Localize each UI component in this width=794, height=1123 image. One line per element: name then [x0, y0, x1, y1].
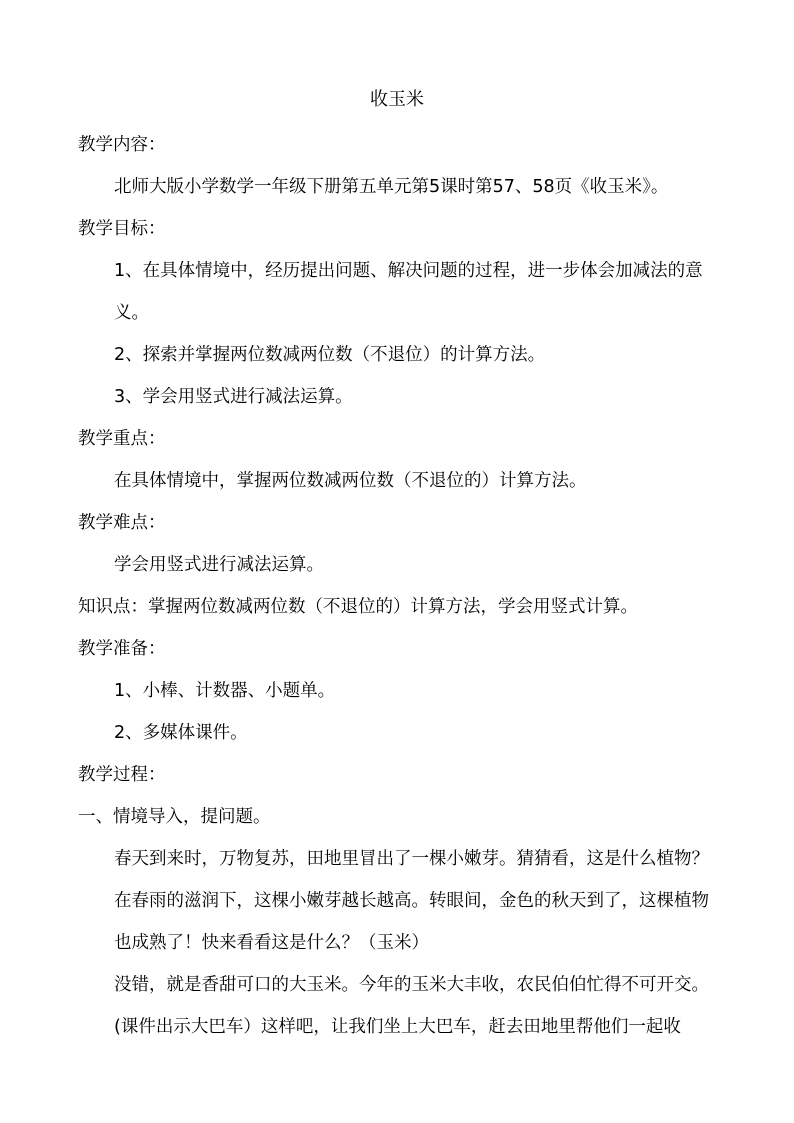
goals-heading: 教学目标：: [78, 219, 166, 239]
difficulty-text: 学会用竖式进行减法运算。: [114, 555, 324, 575]
process-heading: 教学过程：: [78, 765, 166, 785]
document-body: [78, 124, 726, 1048]
goal-item-3: 3、学会用竖式进行减法运算。: [114, 387, 353, 407]
key-points-text: 在具体情境中，掌握两位数减两位数（不退位的）计算方法。: [114, 471, 587, 491]
document-title: 收玉米: [370, 89, 424, 110]
content-heading: 教学内容：: [78, 135, 166, 155]
preparation-item-2: 2、多媒体课件。: [114, 723, 248, 743]
goal-item-1: 1、在具体情境中，经历提出问题、解决问题的过程，进一步体会加减法的意义。: [114, 261, 703, 323]
knowledge-point: 知识点：掌握两位数减两位数（不退位的）计算方法，学会用竖式计算。: [78, 597, 638, 617]
content-text: 北师大版小学数学一年级下册第五单元第5课时第57、58页《收玉米》。: [114, 177, 669, 197]
difficulty-heading: 教学难点：: [78, 513, 166, 533]
preparation-item-1: 1、小棒、计数器、小题单。: [114, 681, 336, 701]
step-1-paragraph-1: 春天到来时，万物复苏，田地里冒出了一棵小嫩芽。猜猜看，这是什么植物？在春雨的滋润下，这棵小嫩芽越长越高。转眼间，金色的秋天到了，这棵植物也成熟了！快来看看这是什么？（玉米）: [114, 849, 709, 953]
goal-item-2: 2、探索并掌握两位数减两位数（不退位）的计算方法。: [114, 345, 546, 365]
preparation-heading: 教学准备：: [78, 639, 166, 659]
key-points-heading: 教学重点：: [78, 429, 166, 449]
step-1-heading: 一、情境导入，提问题。: [78, 807, 271, 827]
step-1-paragraph-2: 没错，就是香甜可口的大玉米。今年的玉米大丰收，农民伯伯忙得不可开交。(课件出示大巴车）这样吧，让我们坐上大巴车，赶去田地里帮他们一起收: [114, 975, 709, 1037]
